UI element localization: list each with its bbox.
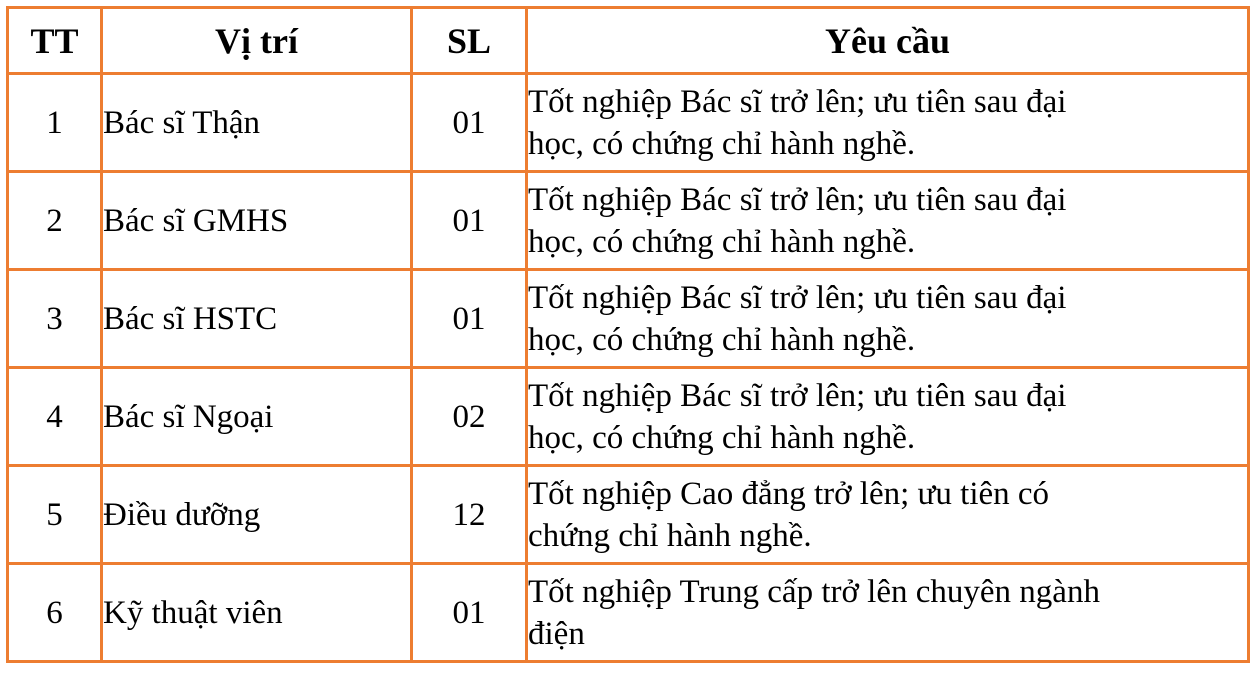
cell-tt: 1 [8,74,102,172]
cell-requirement [527,270,1249,368]
header-position: Vị trí [102,8,412,74]
cell-tt: 5 [8,466,102,564]
cell-position: Bác sĩ GMHS [102,172,412,270]
cell-tt: 4 [8,368,102,466]
cell-tt: 2 [8,172,102,270]
cell-position: Bác sĩ Ngoại [102,368,412,466]
header-requirement: Yêu cầu [527,8,1249,74]
cell-position: Kỹ thuật viên [102,564,412,662]
header-quantity: SL [412,8,527,74]
cell-tt: 6 [8,564,102,662]
table-header [8,8,1249,74]
cell-requirement [527,564,1249,662]
cell-position: Bác sĩ Thận [102,74,412,172]
requirement-line: học, có chứng chỉ hành nghề. [528,419,916,456]
requirement-line: điện [528,615,585,652]
table-row [8,74,1249,172]
cell-requirement [527,368,1249,466]
header-row [8,8,1249,74]
table-row [8,270,1249,368]
cell-tt: 3 [8,270,102,368]
requirement-line: học, có chứng chỉ hành nghề. [528,223,916,260]
cell-position: Điều dưỡng [102,466,412,564]
requirement-line: Tốt nghiệp Bác sĩ trở lên; ưu tiên sau đại [528,377,1067,414]
requirement-line: chứng chỉ hành nghề. [528,517,812,554]
cell-quantity: 01 [412,172,527,270]
recruitment-table [6,6,1250,663]
requirement-line: Tốt nghiệp Bác sĩ trở lên; ưu tiên sau đại [528,181,1067,218]
cell-quantity: 01 [412,564,527,662]
cell-requirement [527,466,1249,564]
table-body [8,74,1249,662]
table-row [8,466,1249,564]
table-row [8,564,1249,662]
cell-quantity: 01 [412,74,527,172]
cell-requirement [527,74,1249,172]
cell-quantity: 01 [412,270,527,368]
requirement-line: Tốt nghiệp Bác sĩ trở lên; ưu tiên sau đại [528,279,1067,316]
header-tt: TT [8,8,102,74]
table-row [8,172,1249,270]
cell-quantity: 12 [412,466,527,564]
requirement-line: Tốt nghiệp Trung cấp trở lên chuyên ngành [528,573,1100,610]
requirement-line: Tốt nghiệp Cao đẳng trở lên; ưu tiên có [528,475,1050,512]
requirement-line: Tốt nghiệp Bác sĩ trở lên; ưu tiên sau đại [528,83,1067,120]
requirement-line: học, có chứng chỉ hành nghề. [528,321,916,358]
cell-quantity: 02 [412,368,527,466]
requirement-line: học, có chứng chỉ hành nghề. [528,125,916,162]
cell-requirement [527,172,1249,270]
cell-position: Bác sĩ HSTC [102,270,412,368]
table-row [8,368,1249,466]
